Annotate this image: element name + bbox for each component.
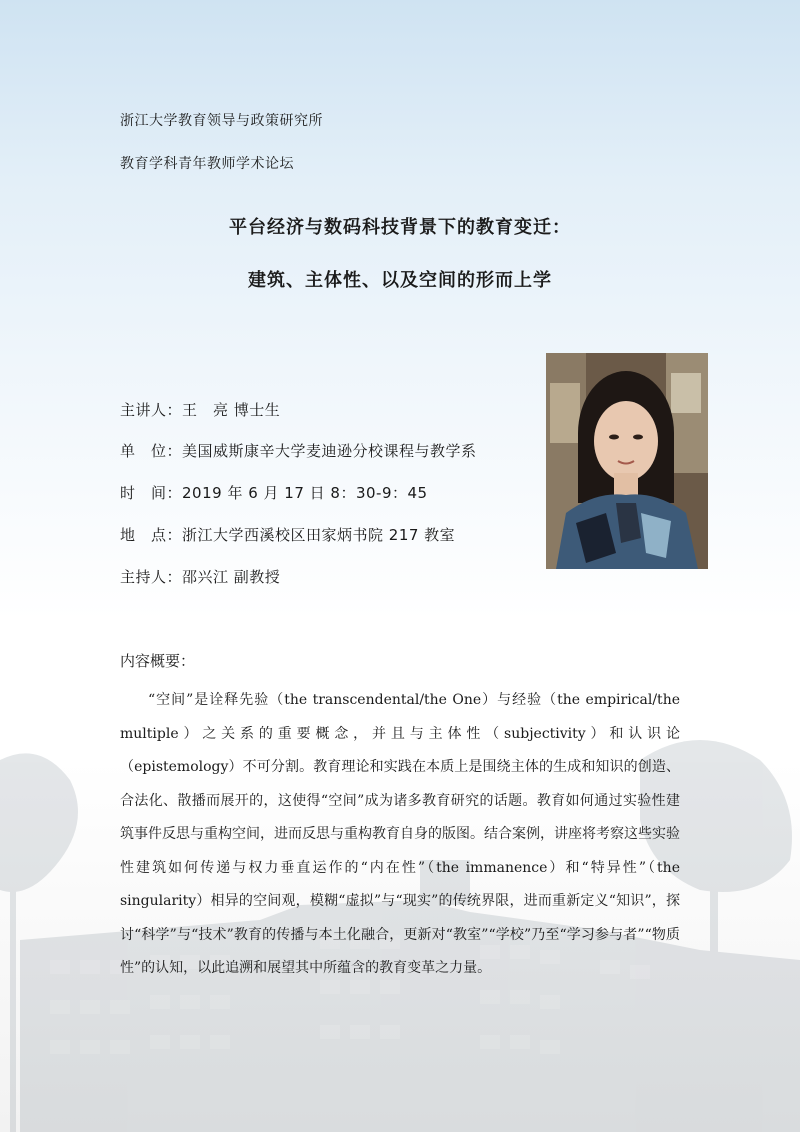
time-value: 2019 年 6 月 17 日 8：30-9：45: [182, 484, 428, 502]
lecture-title-line2: 建筑、主体性、以及空间的形而上学: [248, 270, 552, 291]
unit-value: 美国威斯康辛大学麦迪逊分校课程与教学系: [182, 442, 477, 460]
unit-row: [120, 440, 477, 461]
place-label: 地 点：: [120, 526, 183, 544]
lecture-title-line1: 平台经济与数码科技背景下的教育变迁：: [229, 217, 571, 238]
unit-label: 单 位：: [120, 442, 183, 460]
abstract-heading: 内容概要：: [120, 652, 196, 670]
speaker-row: [120, 399, 280, 420]
host-label: 主持人：: [120, 568, 183, 586]
place-value: 浙江大学西溪校区田家炳书院 217 教室: [182, 526, 456, 544]
place-row: [120, 524, 455, 545]
abstract-text: “空间”是诠释先验（the transcendental/the One）与经验（the empirical/the multiple）之关系的重要概念，并且与主体性（subjectivity）和认识论（epistemology）不可分割。教育理论和实践在本质上是围绕主体的生成和知识的创造、合法化、散播而展开的，这使得“空间”成为诸多教育研究的话题。教育如何通过实验性建筑事件反思与重构空间，进而反思与重构教育自身的版图。结合案例，讲座将考察这些实验性建筑如何传递与权力垂直运作的“内在性”（the immanence）和“特异性”（the singularity）相异的空间观，模糊“虚拟”与“现实”的传统界限，进而重新定义“知识”，探讨“科学”与“技术”教育的传播与本土化融合，更新对“教室”“学校”乃至“学习参与者”“物质性”的认知，以此追溯和展望其中所蕴含的教育变革之力量。: [120, 692, 680, 976]
forum-name: 教育学科青年教师学术论坛: [120, 156, 294, 172]
speaker-value: 王 亮 博士生: [182, 401, 281, 419]
time-row: [120, 482, 428, 503]
host-value: 邵兴江 副教授: [182, 568, 281, 586]
institute-name: 浙江大学教育领导与政策研究所: [120, 113, 323, 129]
speaker-photo: [546, 353, 708, 569]
speaker-label: 主讲人：: [120, 401, 183, 419]
host-row: [120, 566, 280, 587]
time-label: 时 间：: [120, 484, 183, 502]
